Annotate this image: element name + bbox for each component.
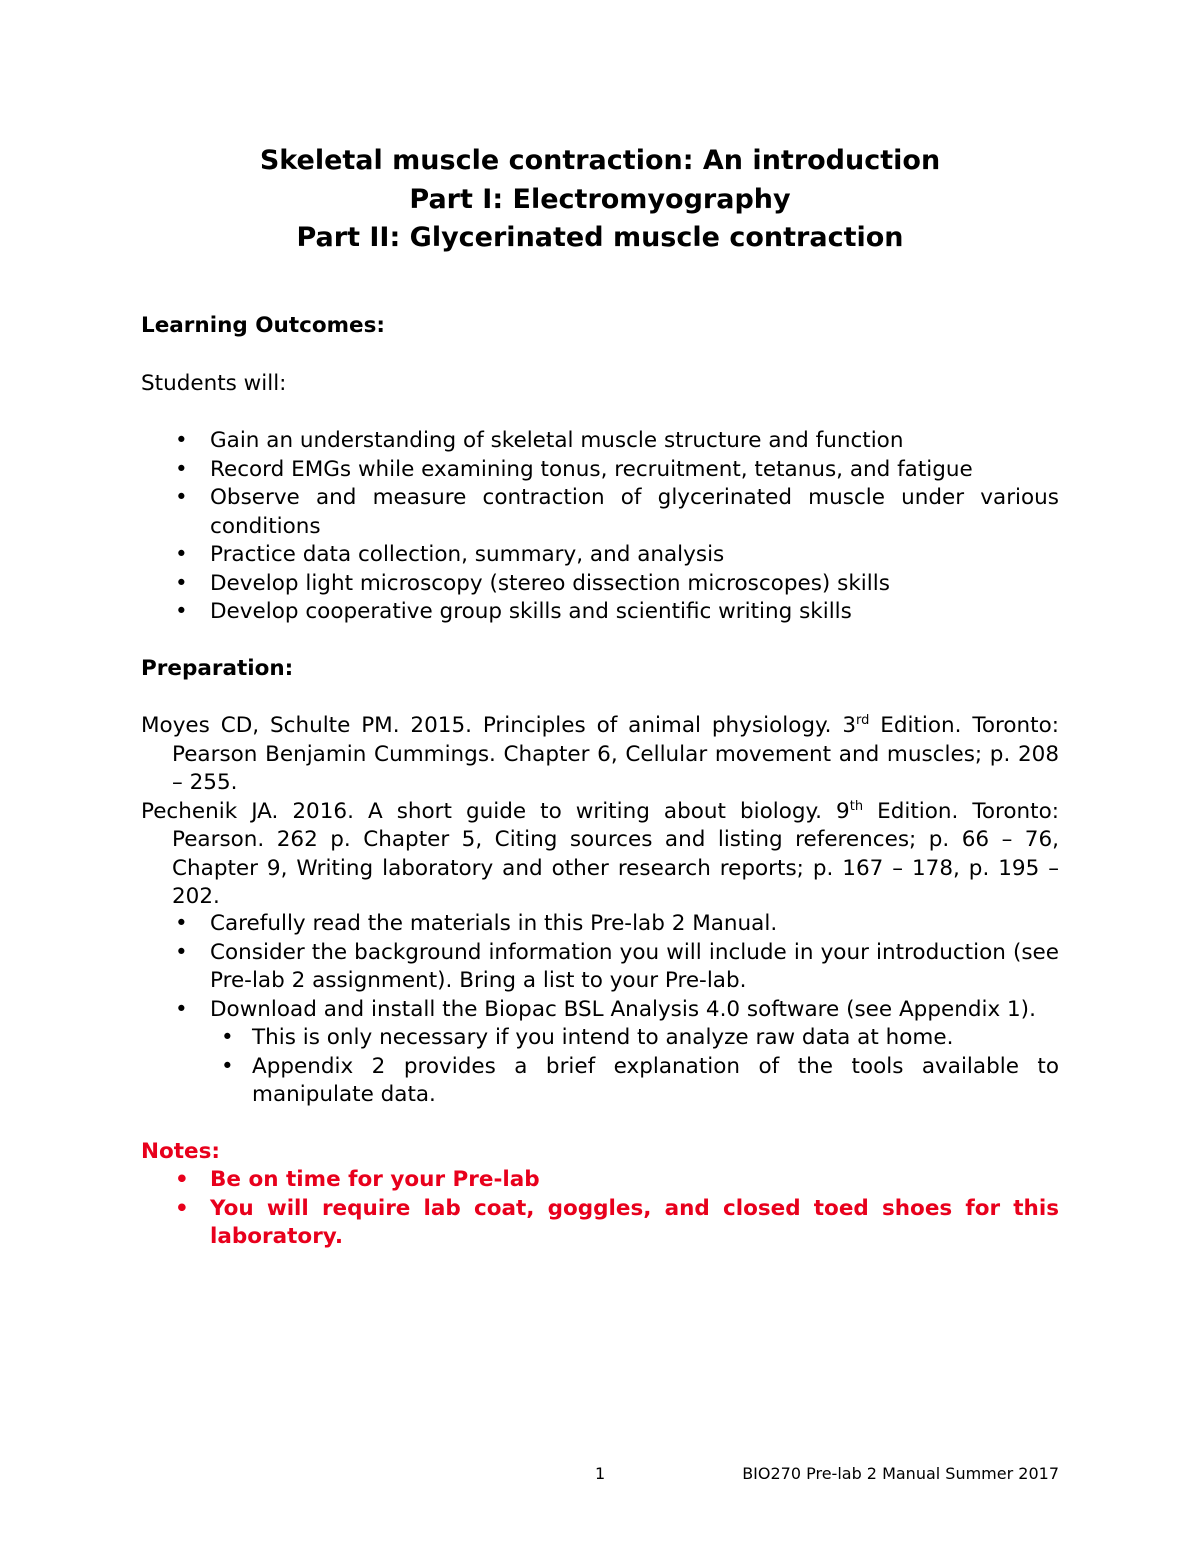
preparation-list	[141, 910, 1059, 1110]
title-line-2: Part I: Electromyography	[409, 183, 791, 215]
reference-superscript: th	[849, 798, 864, 814]
reference-moyes	[141, 712, 1059, 798]
document-page	[141, 0, 1059, 1553]
list-item: • Appendix 2 provides a brief explanation of the tools available to manipulate data.	[210, 1053, 1059, 1110]
list-item: • Observe and measure contraction of glycerinated muscle under various conditions	[141, 484, 1059, 541]
footer-text: BIO270 Pre-lab 2 Manual Summer 2017	[742, 1464, 1059, 1483]
title-line-1: Skeletal muscle contraction: An introduction	[259, 145, 941, 176]
document-title	[141, 142, 1059, 258]
page-number: 1	[595, 1464, 606, 1483]
reference-text: Moyes CD, Schulte PM. 2015. Principles of animal physiology. 3	[141, 713, 857, 738]
reference-list	[141, 712, 1059, 912]
learning-outcomes-heading: Learning Outcomes:	[141, 313, 386, 338]
notes-heading: Notes:	[141, 1139, 221, 1164]
list-item	[141, 996, 1059, 1110]
list-item: • You will require lab coat, goggles, and closed toed shoes for this laboratory.	[141, 1195, 1059, 1252]
preparation-heading: Preparation:	[141, 656, 294, 681]
students-will-intro: Students will:	[141, 371, 287, 396]
reference-text: Pechenik JA. 2016. A short guide to writing about biology. 9	[141, 798, 850, 824]
learning-outcomes-list	[141, 427, 1059, 627]
list-item: • Record EMGs while examining tonus, recruitment, tetanus, and fatigue	[141, 456, 1059, 485]
notes-list	[141, 1166, 1059, 1252]
reference-text: Edition. Toronto: Pearson Benjamin Cummings. Chapter 6, Cellular movement and muscles; p. 208 – 255.	[172, 713, 1059, 795]
list-item: • Gain an understanding of skeletal muscle structure and function	[141, 427, 1059, 456]
preparation-sub-list	[210, 1024, 1059, 1110]
list-item: • Consider the background information you will include in your introduction (see Pre-lab 2 assignment). Bring a list to your Pre-lab.	[141, 939, 1059, 996]
title-line-3: Part II: Glycerinated muscle contraction	[296, 222, 904, 253]
reference-superscript: rd	[856, 712, 870, 728]
reference-pechenik	[141, 798, 1059, 912]
list-item: • Develop light microscopy (stereo dissection microscopes) skills	[141, 570, 1059, 599]
list-item: • Be on time for your Pre-lab	[141, 1166, 1059, 1195]
list-item: • Carefully read the materials in this Pre-lab 2 Manual.	[141, 910, 1059, 939]
reference-text: Edition. Toronto: Pearson. 262 p. Chapter 5, Citing sources and listing references; p. 66 – 76, Chapter 9, Writing laboratory and other research reports; p. 167 – 178, p. 195 – 202.	[172, 798, 1059, 909]
list-item: • Develop cooperative group skills and scientific writing skills	[141, 598, 1059, 627]
list-item-text: Download and install the Biopac BSL Analysis 4.0 software (see Appendix 1).	[210, 996, 1036, 1022]
list-item: • Practice data collection, summary, and analysis	[141, 541, 1059, 570]
list-item: • This is only necessary if you intend to analyze raw data at home.	[210, 1024, 1059, 1053]
